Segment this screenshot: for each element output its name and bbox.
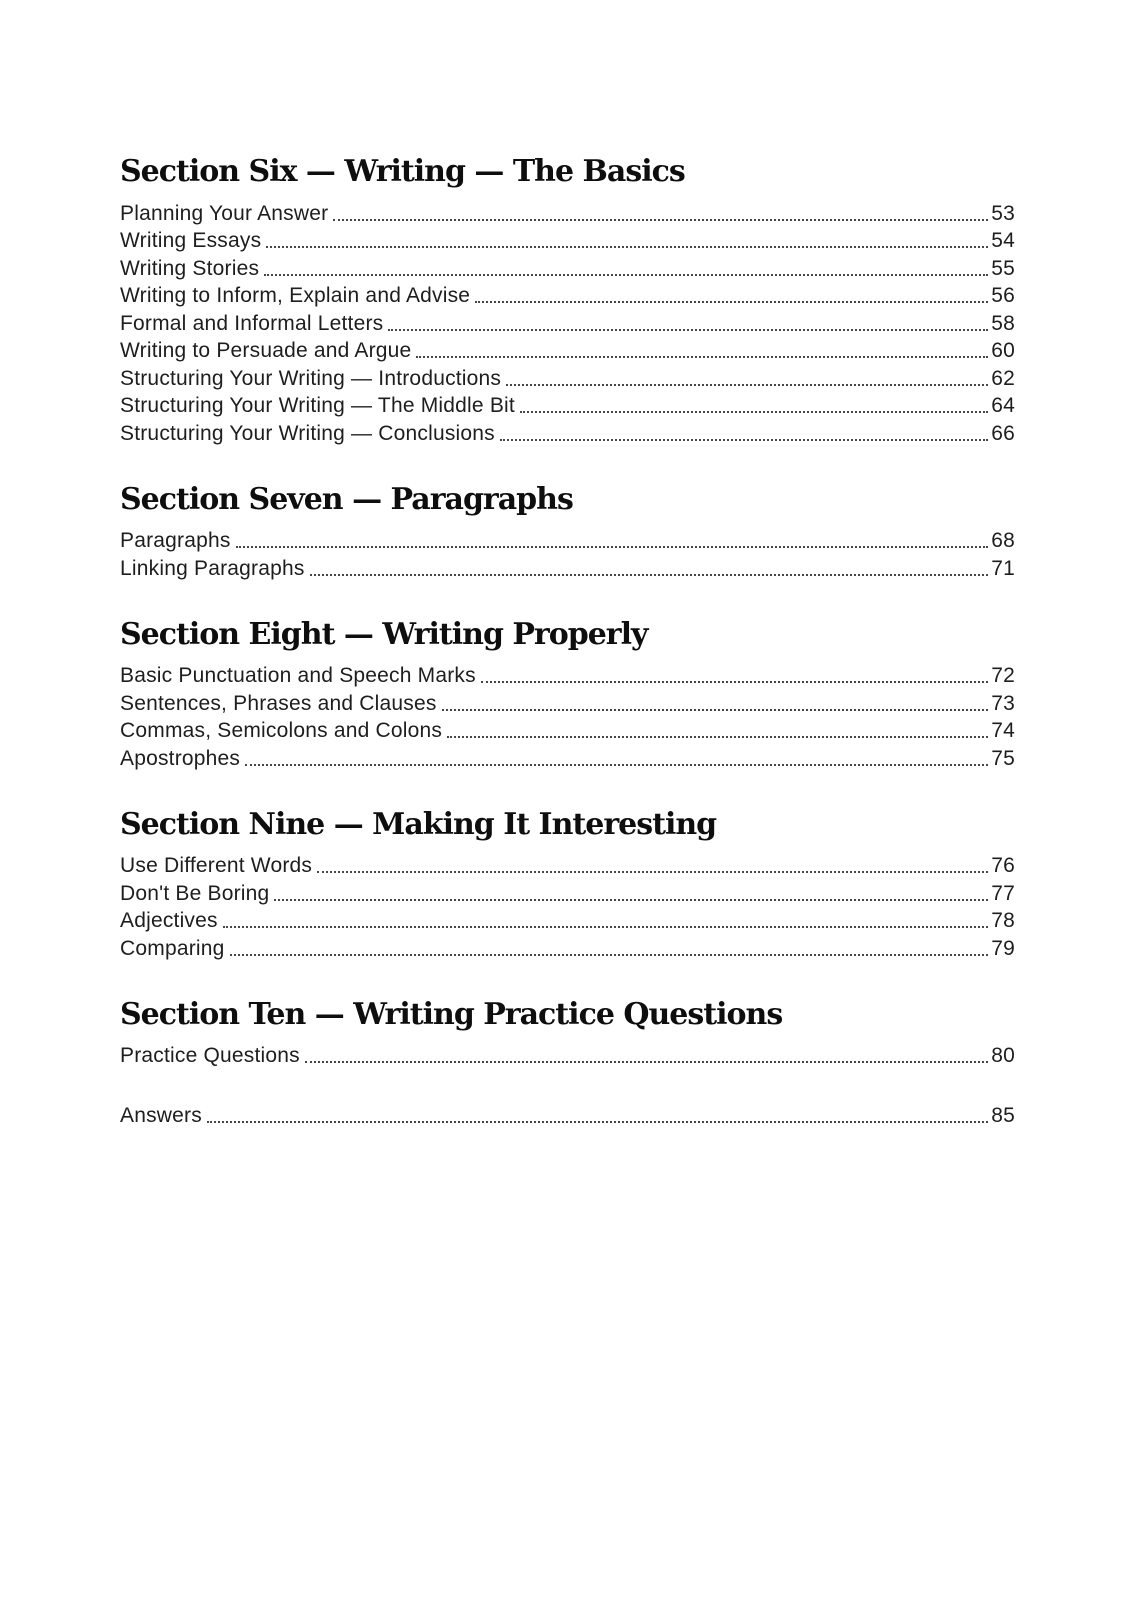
- toc-entry: [120, 363, 1015, 391]
- dotted-leader: [416, 356, 988, 358]
- toc-entry: [120, 743, 1015, 771]
- dotted-leader: [305, 1061, 988, 1063]
- section-heading: Section Six — Writing — The Basics: [120, 154, 685, 189]
- toc-entry-page-number: 60: [991, 339, 1015, 362]
- section-entries: [120, 198, 1015, 446]
- toc-entry-page-number: 64: [991, 394, 1015, 417]
- table-of-contents: [120, 156, 1015, 1128]
- toc-entry: [120, 906, 1015, 934]
- toc-entry: [120, 418, 1015, 446]
- toc-entry-page-number: 80: [991, 1044, 1015, 1067]
- dotted-leader: [520, 411, 988, 413]
- toc-entry-page-number: 79: [991, 936, 1015, 960]
- toc-entry: [120, 851, 1015, 879]
- dotted-leader: [481, 681, 988, 683]
- toc-entry-title: Writing Essays: [120, 229, 262, 252]
- dotted-leader: [223, 926, 989, 928]
- toc-entry-page-number: 68: [991, 529, 1015, 552]
- toc-entry: [120, 878, 1015, 906]
- toc-entry-title: Don't Be Boring: [120, 881, 270, 905]
- toc-entry-page-number: 58: [991, 311, 1015, 335]
- section-heading: Section Seven — Paragraphs: [120, 481, 573, 517]
- toc-entry: [120, 226, 1015, 254]
- toc-section: [120, 156, 1015, 446]
- toc-entry: [120, 198, 1015, 226]
- toc-entry-page-number: 53: [991, 201, 1015, 225]
- dotted-leader: [317, 871, 988, 873]
- toc-entry-page-number: 54: [991, 229, 1015, 252]
- toc-entry-title: Sentences, Phrases and Clauses: [120, 691, 437, 715]
- toc-entry-page-number: 55: [991, 256, 1015, 280]
- toc-entry-page-number: 85: [991, 1103, 1015, 1127]
- toc-entry-page-number: 66: [991, 421, 1015, 445]
- toc-entry-title: Adjectives: [120, 909, 218, 932]
- toc-entry: [120, 253, 1015, 281]
- dotted-leader: [310, 574, 989, 576]
- dotted-leader: [442, 709, 989, 711]
- section-heading: Section Eight — Writing Properly: [120, 616, 648, 652]
- toc-section: [120, 616, 1015, 771]
- toc-entry-title: Comparing: [120, 936, 225, 960]
- toc-entry-page-number: 71: [991, 556, 1015, 580]
- toc-entry-page-number: 56: [991, 284, 1015, 307]
- section-entries: [120, 526, 1015, 581]
- toc-entry-page-number: 72: [991, 664, 1015, 687]
- toc-entry-page-number: 78: [991, 909, 1015, 932]
- toc-entry-title: Writing Stories: [120, 256, 260, 280]
- toc-entry: [120, 391, 1015, 419]
- toc-entry: [120, 1100, 1015, 1128]
- toc-section: [120, 806, 1015, 961]
- toc-entry: [120, 716, 1015, 744]
- toc-entry-title: Structuring Your Writing — The Middle Bit: [120, 394, 515, 417]
- standalone-entries: [120, 1100, 1015, 1128]
- toc-entry-title: Linking Paragraphs: [120, 556, 305, 580]
- dotted-leader: [500, 439, 988, 441]
- dotted-leader: [230, 954, 989, 956]
- toc-entry: [120, 553, 1015, 581]
- dotted-leader: [264, 274, 988, 276]
- toc-entry-title: Use Different Words: [120, 854, 313, 877]
- section-entries: [120, 1041, 1015, 1069]
- toc-entry-page-number: 77: [991, 881, 1015, 905]
- toc-entry-page-number: 76: [991, 854, 1015, 877]
- toc-entry-page-number: 73: [991, 691, 1015, 715]
- toc-entry-title: Answers: [120, 1103, 202, 1127]
- toc-entry: [120, 688, 1015, 716]
- toc-entry-page-number: 62: [991, 366, 1015, 390]
- toc-entry-page-number: 75: [991, 746, 1015, 770]
- toc-entry: [120, 933, 1015, 961]
- toc-entry: [120, 281, 1015, 309]
- toc-entry-title: Apostrophes: [120, 746, 241, 770]
- toc-entry-title: Structuring Your Writing — Conclusions: [120, 421, 495, 445]
- toc-entry-title: Commas, Semicolons and Colons: [120, 719, 443, 742]
- dotted-leader: [236, 546, 989, 548]
- toc-entry: [120, 1041, 1015, 1069]
- toc-entry-title: Practice Questions: [120, 1044, 300, 1067]
- toc-entry-page-number: 74: [991, 719, 1015, 742]
- section-entries: [120, 851, 1015, 961]
- dotted-leader: [207, 1121, 988, 1123]
- toc-section: [120, 996, 1015, 1069]
- dotted-leader: [506, 384, 988, 386]
- dotted-leader: [266, 246, 988, 248]
- section-heading: Section Ten — Writing Practice Questions: [120, 996, 783, 1032]
- toc-entry-title: Formal and Informal Letters: [120, 311, 384, 335]
- dotted-leader: [274, 899, 988, 901]
- dotted-leader: [245, 764, 988, 766]
- dotted-leader: [447, 736, 988, 738]
- toc-section: [120, 481, 1015, 581]
- toc-entry-title: Writing to Persuade and Argue: [120, 339, 412, 362]
- toc-entry-title: Planning Your Answer: [120, 201, 329, 225]
- toc-entry-title: Structuring Your Writing — Introductions: [120, 366, 502, 390]
- toc-entry: [120, 526, 1015, 554]
- toc-entry: [120, 336, 1015, 364]
- dotted-leader: [388, 329, 988, 331]
- toc-entry-title: Basic Punctuation and Speech Marks: [120, 664, 476, 687]
- toc-entry-title: Writing to Inform, Explain and Advise: [120, 284, 471, 307]
- section-entries: [120, 661, 1015, 771]
- toc-entry-title: Paragraphs: [120, 529, 231, 552]
- section-heading: Section Nine — Making It Interesting: [120, 806, 717, 842]
- toc-entry: [120, 308, 1015, 336]
- toc-entry: [120, 661, 1015, 689]
- dotted-leader: [475, 301, 988, 303]
- dotted-leader: [333, 219, 988, 221]
